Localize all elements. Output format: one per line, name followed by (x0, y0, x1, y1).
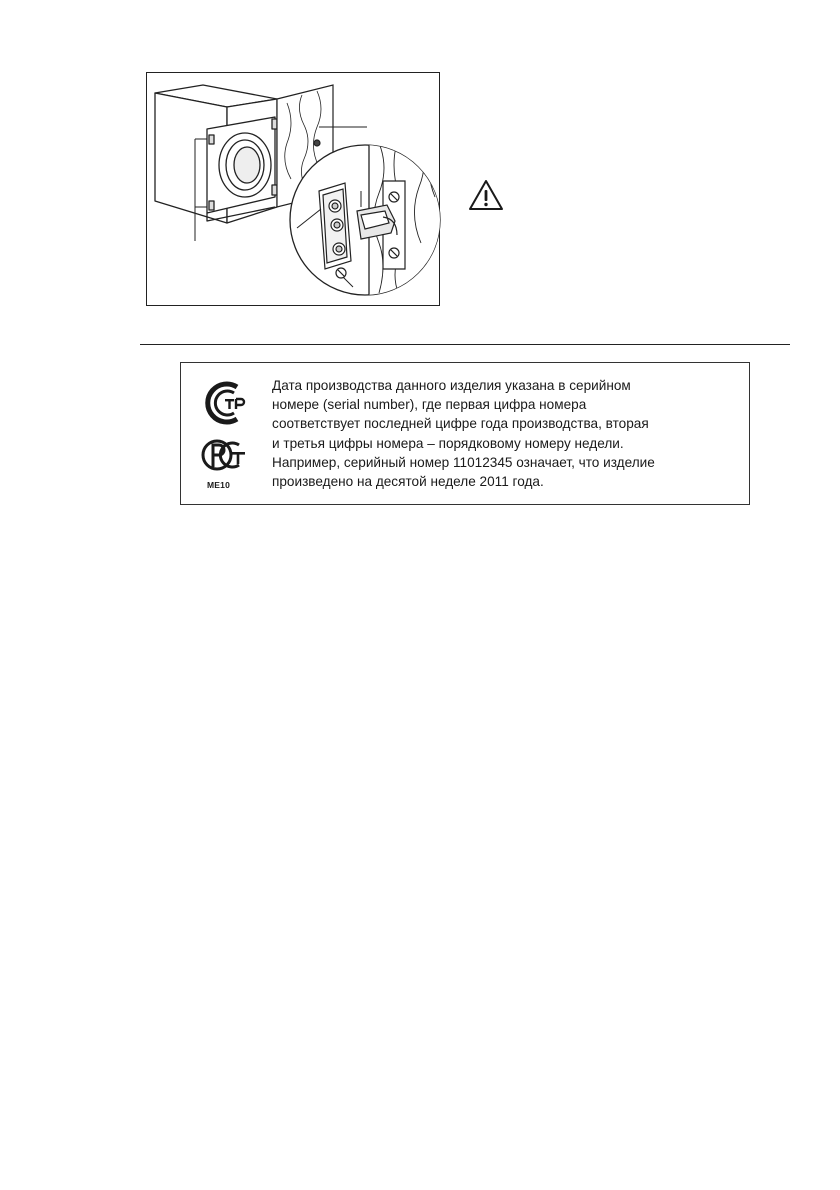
notice-text (272, 376, 742, 491)
door-hinge-installation-illustration (147, 73, 441, 307)
section-divider (140, 344, 790, 345)
notice-line: Например, серийный номер 11012345 означает, что изделие (272, 454, 655, 470)
notice-line: номере (serial number), где первая цифра номера (272, 397, 587, 413)
rst-code-label: ME10 (207, 480, 231, 490)
notice-line: и третья цифры номера – порядковому номеру недели. (272, 435, 624, 451)
notice-line: соответствует последней цифре года производства, вторая (272, 416, 649, 432)
certification-logos (197, 379, 253, 491)
rst-certification-mark-icon (201, 433, 249, 477)
notice-line: произведено на десятой неделе 2011 года. (272, 474, 544, 490)
installation-figure (146, 72, 440, 306)
gost-tr-certification-mark-icon (201, 379, 249, 427)
washing-machine-icon (155, 85, 277, 223)
notice-line: Дата производства данного изделия указана в серийном (272, 378, 631, 393)
warning-triangle-icon (468, 179, 504, 211)
production-date-notice (180, 362, 750, 505)
